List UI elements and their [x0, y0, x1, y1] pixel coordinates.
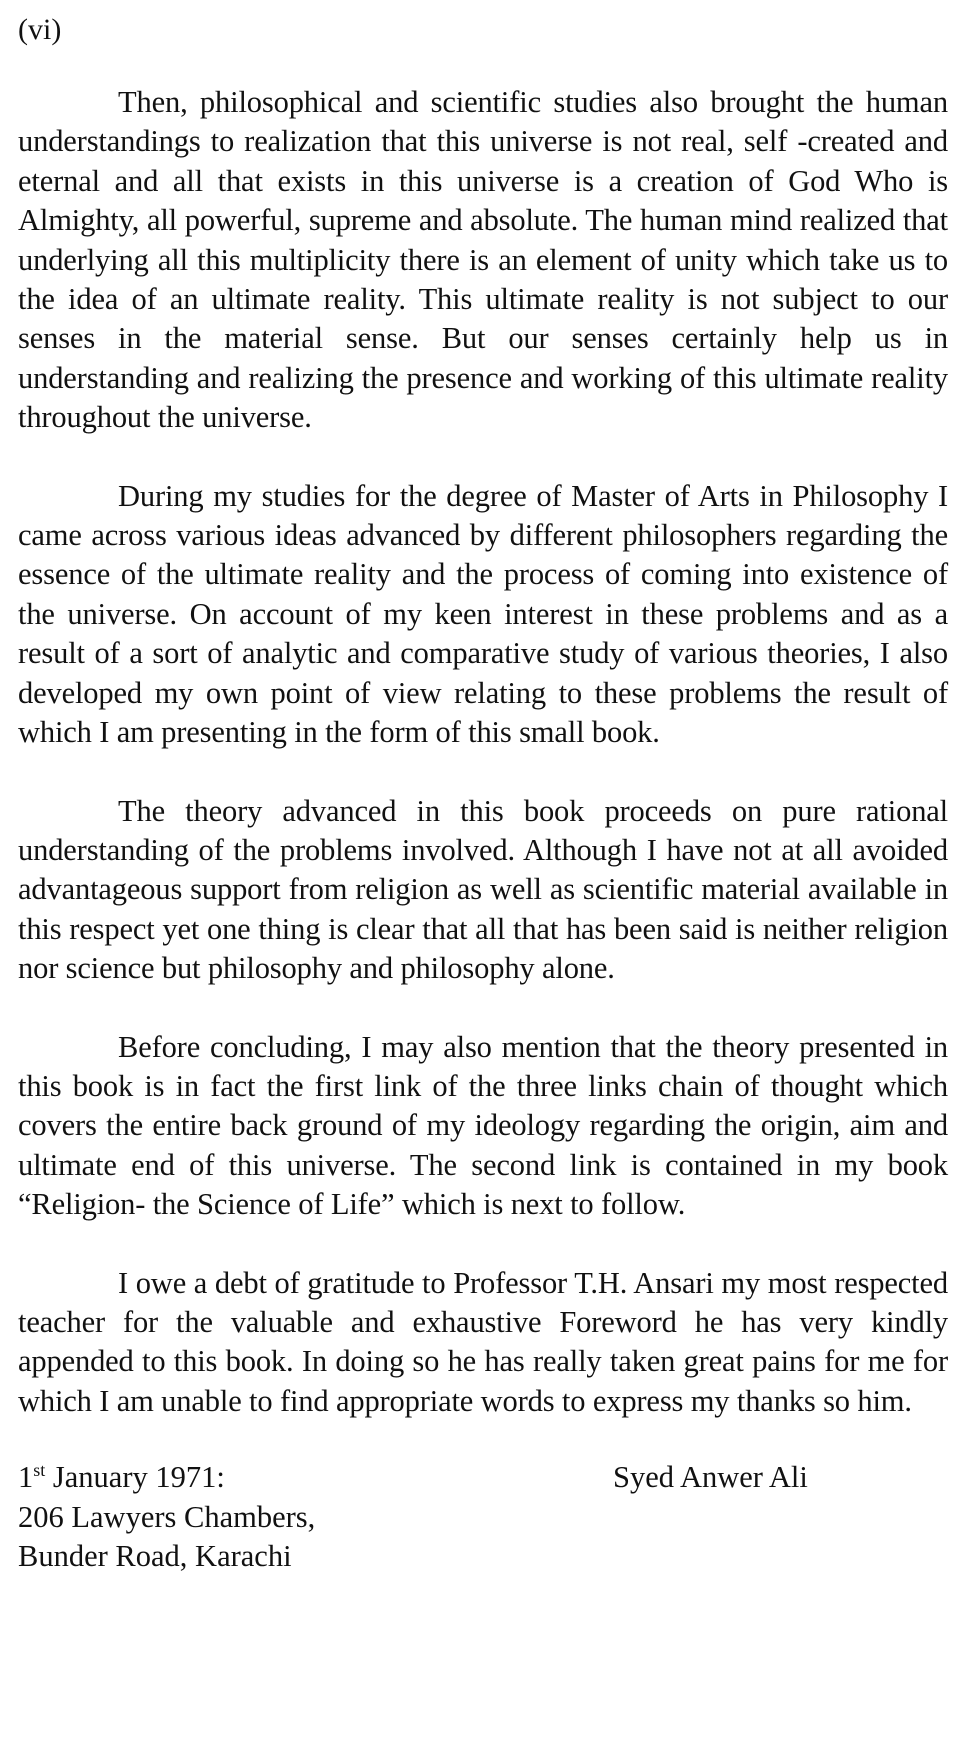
- date-line: [18, 1458, 948, 1497]
- paragraph-master-of-arts: During my studies for the degree of Master of Arts in Philosophy I came across various ideas advanced by different philosophers regarding the essence of the ultimate reality and the process of coming into existence of the universe. On account of my keen interest in these problems and as a result of a sort of analytic and comparative study of various theories, I also developed my own point of view relating to these problems the result of which I am presenting in the form of this small book.: [18, 478, 948, 750]
- address-line-1: 206 Lawyers Chambers,: [18, 1499, 316, 1534]
- address-line-2: Bunder Road, Karachi: [18, 1539, 292, 1573]
- date-rest: January 1971:: [45, 1460, 225, 1495]
- paragraph-theory-rational: The theory advanced in this book proceeds on pure rational understanding of the problems involved. Although I have not at all avoided advantageous support from religion as well as scientific material available in this respect yet one thing is clear that all that has been said is neither religion nor science but philosophy and philosophy alone.: [18, 793, 948, 986]
- paragraph-before-concluding: Before concluding, I may also mention that the theory presented in this book is in fact the first link of the three links chain of thought which covers the entire back ground of my ideology regarding the origin, aim and ultimate end of this universe. The second link is contained in my book “Religion- the Science of Life” which is next to follow.: [18, 1029, 948, 1222]
- date-suffix: st: [33, 1460, 46, 1481]
- document-page: [18, 10, 948, 1576]
- paragraph-gratitude: I owe a debt of gratitude to Professor T.H. Ansari my most respected teacher for the valuable and exhaustive Foreword he has very kindly appended to this book. In doing so he has really taken great pains for me for which I am unable to find appropriate words to express my thanks so him.: [18, 1265, 948, 1418]
- paragraph-philosophical-studies: Then, philosophical and scientific studies also brought the human understandings to realization that this universe is not real, self -created and eternal and all that exists in this universe is a creation of God Who is Almighty, all powerful, supreme and absolute. The human mind realized that underlying all this multiplicity there is an element of unity which take us to the idea of an ultimate reality. This ultimate reality is not subject to our senses in the material sense. But our senses certainly help us in understanding and realizing the presence and working of this ultimate reality throughout the universe.: [18, 85, 948, 435]
- date-day: 1: [18, 1460, 34, 1495]
- page-number: (vi): [18, 13, 62, 46]
- date-address: [18, 1458, 948, 1576]
- author-signature: Syed Anwer Ali: [613, 1460, 808, 1495]
- closing-block: [18, 1458, 948, 1576]
